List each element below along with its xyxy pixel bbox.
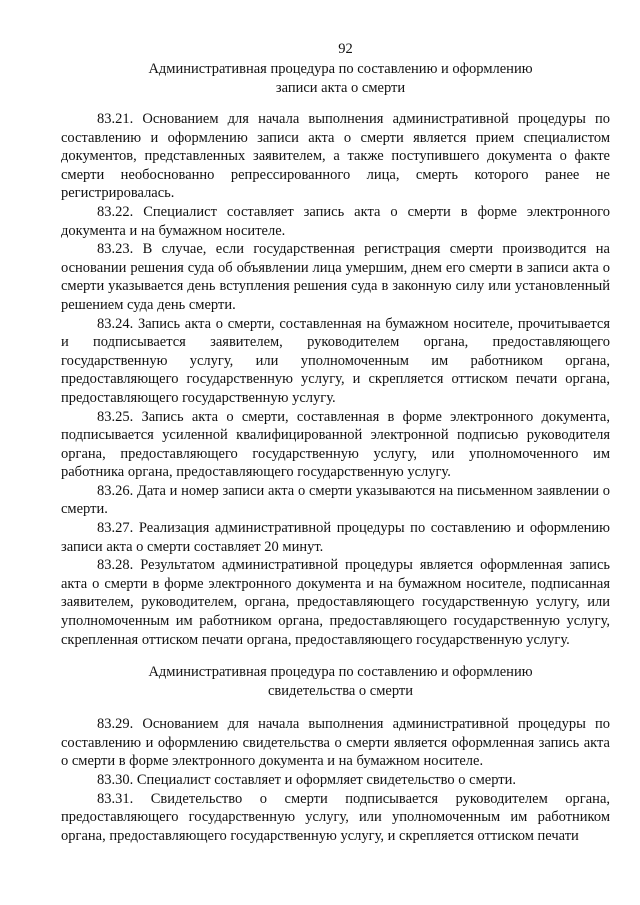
paragraph-83-22: 83.22. Специалист составляет запись акта о смерти в форме электронного документа и на бумажном носителе. xyxy=(61,203,610,239)
heading-line: Административная процедура по составлению и оформлению xyxy=(148,664,533,681)
paragraph-83-25: 83.25. Запись акта о смерти, составленная в форме электронного документа, подписывается усиленной квалифицированной электронной подписью руководителя органа, предоставляющего государственную услугу, или уполномоченного им работника органа, предоставляющего государственную услугу. xyxy=(61,408,610,481)
paragraph-83-26: 83.26. Дата и номер записи акта о смерти указываются на письменном заявлении о смерти. xyxy=(61,482,610,518)
paragraph-83-23: 83.23. В случае, если государственная регистрация смерти производится на основании решения суда об объявлении лица умершим, днем его смерти в записи акта о смерти указывается день вступления решения суда в законную силу или установленный решением суда день смерти. xyxy=(61,241,610,313)
section-body-death-record xyxy=(61,110,610,649)
section-heading-death-record xyxy=(61,60,610,97)
heading-line: свидетельства о смерти xyxy=(267,682,414,699)
section-body-death-certificate xyxy=(61,715,610,845)
paragraph-83-29: 83.29. Основанием для начала выполнения административной процедуры по составлению и оформлению свидетельства о смерти является оформленная запись акта о смерти в форме электронного документа и на бумажном носителе. xyxy=(61,716,610,770)
section-heading-death-certificate xyxy=(61,663,610,700)
heading-line: записи акта о смерти xyxy=(275,79,406,96)
paragraph-83-27: 83.27. Реализация административной процедуры по составлению и оформлению записи акта о смерти составляет 20 минут. xyxy=(61,520,610,555)
page-number: 92 xyxy=(338,41,353,57)
paragraph-83-24: 83.24. Запись акта о смерти, составленная на бумажном носителе, прочитывается и подписывается заявителем, руководителем органа, предоставляющего государственную услугу, или уполномоченным им работником органа, предоставляющего государственную услугу, и скрепляется оттиском печати органа, предоставляющего государственную услугу. xyxy=(61,315,610,406)
heading-line: Административная процедура по составлению и оформлению xyxy=(148,61,533,77)
paragraph-83-28: 83.28. Результатом административной процедуры является оформленная запись акта о смерти в форме электронного документа и на бумажном носителе, подписанная заявителем, руководителем, органа, предоставляющего государственную услугу, или уполномоченным им работником органа, предоставляющего государственную услугу, скрепленная оттиском печати органа, предоставляющего государственную услугу. xyxy=(61,557,610,648)
paragraph-83-30: 83.30. Специалист составляет и оформляет свидетельство о смерти. xyxy=(97,772,516,788)
paragraph-83-31: 83.31. Свидетельство о смерти подписывается руководителем органа, предоставляющего государственную услугу, или уполномоченным им работником органа, предоставляющего государственную услугу, и скрепляется оттиском печати xyxy=(61,790,610,844)
paragraph-83-21: 83.21. Основанием для начала выполнения административной процедуры по составлению и оформлению записи акта о смерти является прием специалистом документов, представленных заявителем, а также поступившего документа о факте смерти необоснованно репрессированного лица, смерть которого ранее не регистрировалась. xyxy=(61,111,610,202)
